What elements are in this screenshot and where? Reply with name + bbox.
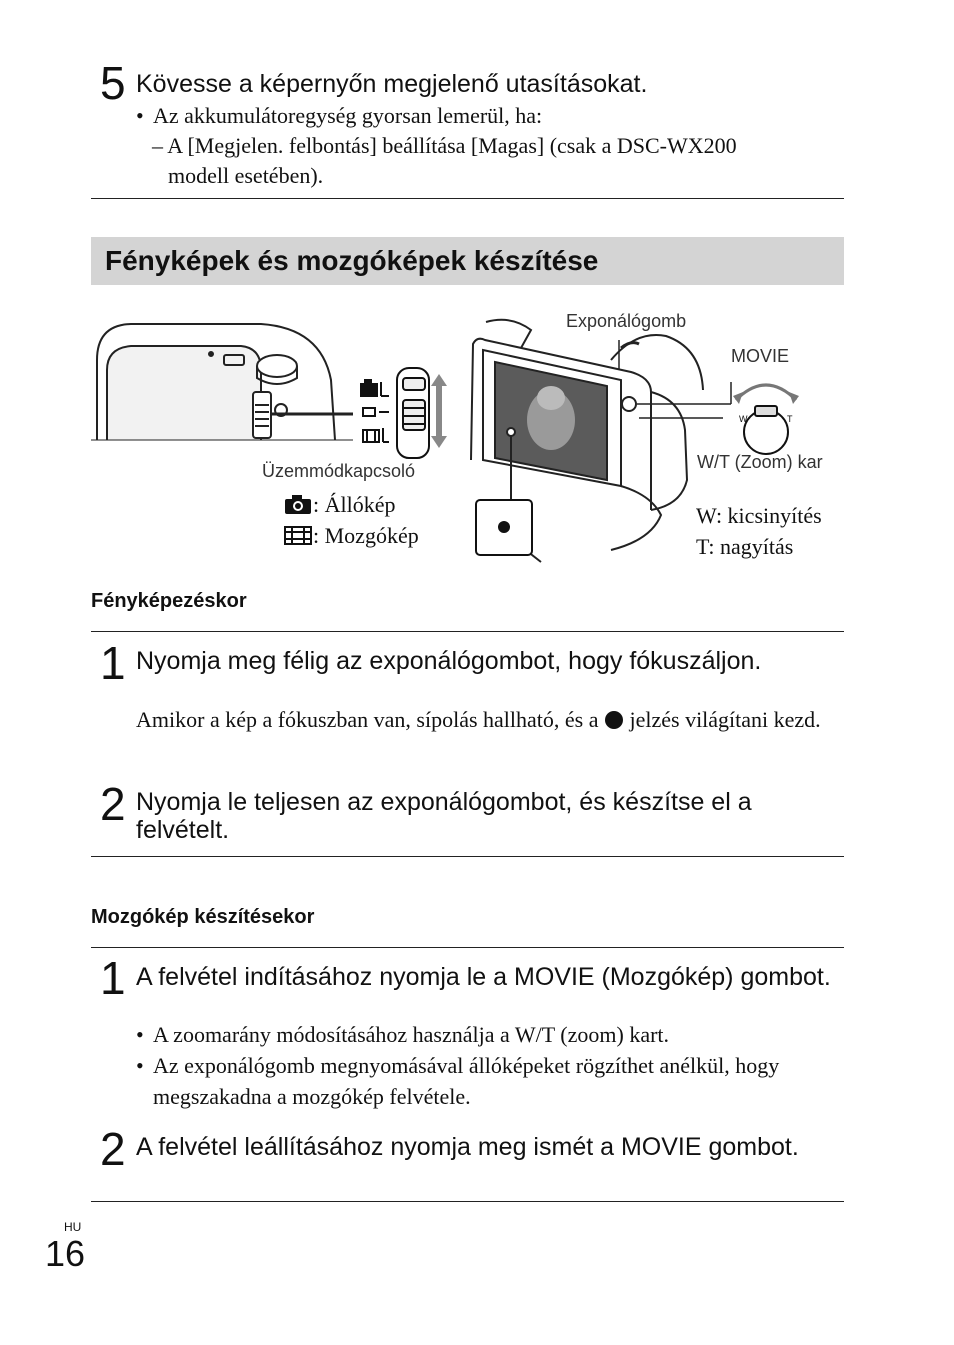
bullet-text: Az exponálógomb megnyomásával állóképeket rögzíthet anélkül, hogy megszakadna a mozgókép felvétele. (153, 1053, 780, 1109)
divider (91, 631, 844, 632)
film-icon (283, 524, 313, 546)
bullet-text: A zoomarány módosításához használja a W/T (zoom) kart. (153, 1022, 670, 1047)
w-label: W: kicsinyítés (696, 503, 822, 528)
camera-icon (283, 493, 313, 515)
shutter-label: Exponálógomb (566, 311, 687, 331)
section-title-bar (91, 237, 844, 285)
zoom-label: W/T (Zoom) kar (697, 452, 823, 472)
focus-dot-icon (604, 710, 624, 730)
step-body-b: jelzés világítani kezd. (629, 707, 821, 732)
divider (91, 947, 844, 948)
divider (91, 856, 844, 857)
step-title: Nyomja meg félig az exponálógombot, hogy fókuszáljon. (136, 647, 762, 675)
dash-line-1: – A [Megjelen. felbontás] beállítása [Magas] (csak a DSC-WX200 (152, 133, 737, 158)
slide-arrow (431, 374, 447, 448)
t-label: T: nagyítás (696, 534, 794, 559)
language-code: HU (64, 1220, 82, 1234)
step-number: 1 (100, 637, 126, 689)
still-label: : Állókép (313, 492, 396, 517)
dash-line-2: modell esetében). (168, 163, 324, 188)
step-number: 2 (100, 1123, 126, 1175)
movie-legend (283, 520, 419, 551)
photo-heading: Fényképezéskor (91, 590, 247, 612)
film-icon (363, 430, 379, 442)
step-title: Kövesse a képernyőn megjelenő utasításokat. (136, 70, 648, 98)
page-number: 16 (45, 1233, 86, 1274)
dial-t: T (787, 414, 793, 424)
dial-w: W (739, 414, 748, 424)
bullet-text: Az akkumulátoregység gyorsan lemerül, ha: (153, 103, 543, 128)
step-title: A felvétel indításához nyomja le a MOVIE (Mozgókép) gombot. (136, 963, 831, 991)
step-title: A felvétel leállításához nyomja meg ismét a MOVIE gombot. (136, 1133, 799, 1161)
step-number: 5 (100, 57, 126, 109)
movie-label: : Mozgókép (313, 523, 419, 548)
camera-left-illustration (91, 324, 353, 440)
step-body-a: Amikor a kép a fókuszban van, sípolás hallható, és a (136, 707, 599, 732)
mode-icons (361, 380, 389, 442)
still-legend (283, 489, 396, 520)
step-body (136, 704, 836, 735)
step-bullets: • A zoomarány módosításához használja a W/T (zoom) kart. • Az exponálógomb megnyomásával állóképeket rögzíthet anélkül, hogy megszakadna a mozgókép felvétele. (136, 1022, 780, 1109)
mode-switch-slider (397, 368, 429, 458)
movie-heading: Mozgókép készítésekor (91, 906, 315, 928)
step-number: 1 (100, 952, 126, 1004)
step-bullet: • Az akkumulátoregység gyorsan lemerül, ha: (136, 103, 543, 128)
step-number: 2 (100, 778, 126, 830)
mode-switch-label: Üzemmódkapcsoló (262, 461, 416, 481)
section-title: Fényképek és mozgóképek készítése (105, 245, 599, 276)
divider (91, 198, 844, 199)
step-title: Nyomja le teljesen az exponálógombot, és készítse el a felvételt. (136, 788, 752, 844)
movie-button-label: MOVIE (731, 346, 790, 366)
camera-icon (361, 384, 377, 396)
divider (91, 1201, 844, 1202)
focus-dot-icon (498, 521, 510, 533)
